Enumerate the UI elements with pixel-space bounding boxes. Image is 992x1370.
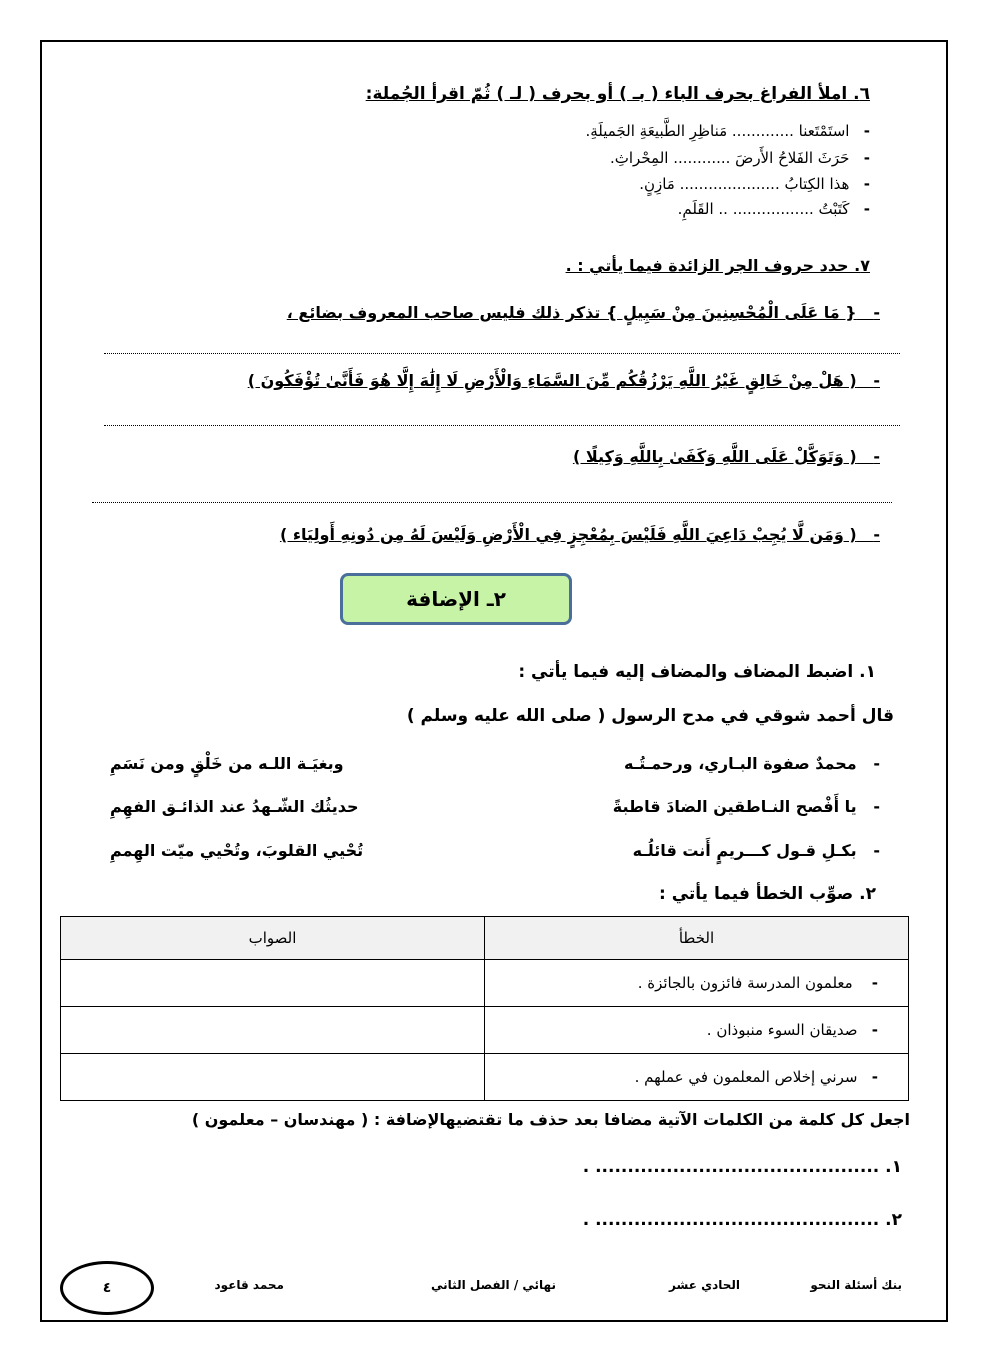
wrong-cell [485,960,909,1007]
answer-line-2 [104,425,900,426]
bullet: - [873,841,880,860]
q7-item-2-text: ( هَلْ مِنْ خَالِقٍ غَيْرُ اللَّهِ يَرْزُقُكُم مِّنَ السَّمَاءِ وَالْأَرْضِ لَا إِلَٰهَ إِلَّا هُوَ فَأَنَّىٰ تُؤْفَكُونَ ) [247,371,857,390]
wrong-sentence-1: معلمون المدرسة فائزون بالجائزة . [637,974,853,992]
table-row [61,1007,909,1054]
table-row [61,960,909,1007]
verse-3-left: تُحْيي القلوبَ، وتُحْيي ميّت الهِممِ [110,841,364,860]
bullet: - [871,1068,878,1086]
q1-intro: قال أحمد شوقي في مدح الرسول ( صلى الله عليه وسلم ) [406,706,894,726]
verse-1-right-text: محمدٌ صفوة البـاري، ورحمـتُـه [624,754,857,773]
bullet: - [863,200,870,218]
page-number-oval [60,1261,154,1315]
q6-item-1-text: استَمْتَعنا ............. مَناظِرِ الطَّبيعَةِ الجَميلَةِ. [585,122,850,140]
q7-item-4-text: ( وَمَن لَّا يُجِبْ دَاعِيَ اللَّهِ فَلَيْسَ بِمُعْجِزٍ فِي الْأَرْضِ وَلَيْسَ لَهُ مِن دُونِهِ أَولِيَاء ) [279,525,857,544]
correction-table [60,916,909,1101]
q7-item-1 [287,303,880,322]
bullet: - [873,303,880,322]
q6-item-4 [678,200,870,218]
bullet: - [863,122,870,140]
q3-line-2[interactable]: ٢. ............................................ . [582,1210,902,1230]
footer-bank: بنك أسئلة النحو [810,1278,902,1292]
q6-item-2-text: حَرَثَ الفَلاحُ الأَرضَ ............ المِحْراثِ. [610,149,850,167]
q7-item-2 [248,371,880,390]
bullet: - [873,447,880,466]
footer-grade: الحادي عشر [669,1278,740,1292]
wrong-cell [485,1007,909,1054]
bullet: - [871,974,878,992]
q7-title-text: ٧. حدد حروف الجر الزائدة فيما يأتي : . [565,256,870,275]
bullet: - [863,175,870,193]
q7-item-3-text: ( وَتَوَكَّلْ عَلَى اللَّهِ وَكَفَىٰ بِاللَّهِ وَكِيلًا ) [572,447,857,466]
q2-title: ٢. صوِّب الخطأ فيما يأتي : [658,884,876,904]
col-header-right: الصواب [61,917,485,960]
q6-title: ٦. املأ الفراغ بحرف الباء ( بـ ) أو بحرف ( لـ ) ثُمّ اقرأ الجُملة: [365,84,870,104]
q6-item-3 [639,175,870,193]
col-header-wrong: الخطأ [485,917,909,960]
footer-term: نهائي / الفصل الثاني [431,1278,556,1292]
q3-line-1[interactable]: ١. ............................................ . [582,1157,902,1177]
wrong-cell [485,1054,909,1101]
q3-title: اجعل كل كلمة من الكلمات الآتية مضافا بعد حذف ما تقتضيهالإضافة : ( مهندسان – معلمون ) [191,1110,910,1129]
table-header-row [61,917,909,960]
bullet: - [873,797,880,816]
verse-3-right-text: بكـلِ قـول كـــريمٍ أَنت قائلُـه [632,841,857,860]
q7-item-4 [280,525,880,544]
q7-title [566,256,870,275]
bullet: - [873,371,880,390]
verse-2-right-text: يا أَفْصح النـاطقين الضادَ قاطبةً [612,797,857,816]
verse-2-right [613,797,880,816]
answer-line-3 [92,502,892,503]
section-title-box [340,573,572,625]
wrong-sentence-3: سرني إخلاص المعلمون في عملهم . [634,1068,858,1086]
bullet: - [873,525,880,544]
verse-1-left: وبغيَـة اللـه من خَلْقٍ ومن نَسَمِ [110,754,344,773]
footer-author: محمد قاعود [214,1278,284,1292]
verse-3-right [633,841,880,860]
answer-cell[interactable] [61,1007,485,1054]
bullet: - [873,754,880,773]
q6-item-1 [585,122,870,140]
page-number: ٤ [102,1280,112,1296]
q6-item-4-text: كَتَبْتُ ................. .. القَلَمِ. [677,200,850,218]
q7-item-3 [573,447,880,466]
q7-item-1-text: { مَا عَلَى الْمُحْسِنِينَ مِنْ سَبِيلٍ } تذكر ذلك فليس صاحب المعروف بضائع ، [286,303,857,322]
verse-2-left: حديثُك الشّـهدُ عند الذائـق الفهِمِ [110,797,359,816]
answer-cell[interactable] [61,1054,485,1101]
bullet: - [871,1021,878,1039]
answer-line-1 [104,353,900,354]
q6-item-3-text: هذا الكِتابُ ..................... مَازِنٍ. [639,175,850,193]
answer-cell[interactable] [61,960,485,1007]
section-title: ٢ـ الإضافة [406,587,506,611]
q1-title: ١. اضبط المضاف والمضاف إليه فيما يأتي : [518,662,876,682]
q6-item-2 [610,149,870,167]
verse-1-right [624,754,880,773]
table-row [61,1054,909,1101]
bullet: - [863,149,870,167]
wrong-sentence-2: صديقان السوء منبوذان . [706,1021,858,1039]
